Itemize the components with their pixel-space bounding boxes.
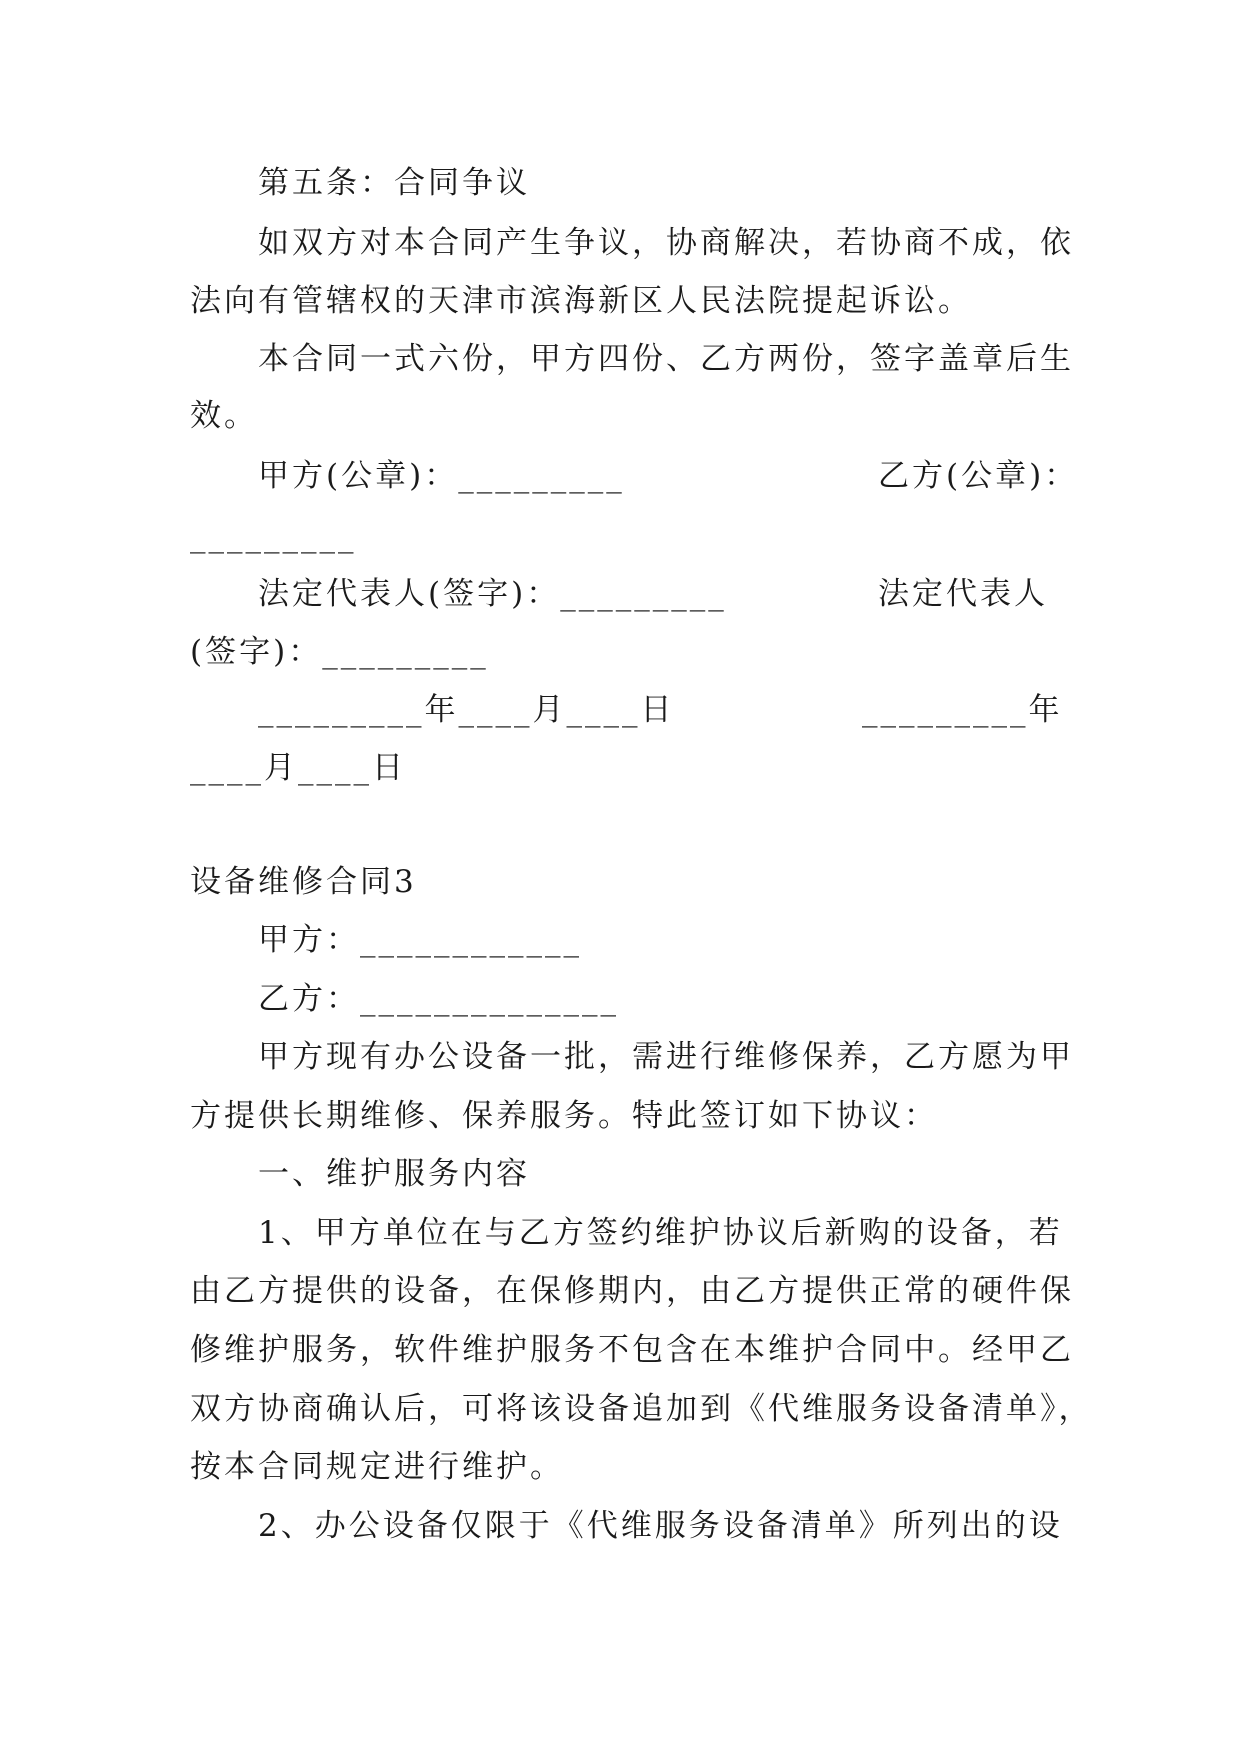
signature-party-b-seal: 乙方(公章)： [878,458,1079,494]
signature-party-a-seal: 甲方(公章)：_________ [258,458,625,494]
section-1-heading: 一、维护服务内容 [258,1156,530,1192]
contract-3-party-b: 乙方：______________ [258,981,619,1017]
signature-party-b-seal-blank: _________ [190,518,357,554]
article5-paragraph-1-line-2: 法向有管辖权的天津市滨海新区人民法院提起诉讼。 [190,283,972,319]
item-1-line-5: 按本合同规定进行维护。 [190,1449,564,1485]
item-2-line-1: 2、办公设备仅限于《代维服务设备清单》所列出的设 [258,1508,1063,1544]
item-1-line-2: 由乙方提供的设备，在保修期内，由乙方提供正常的硬件保 [190,1273,1074,1309]
contract-3-title: 设备维修合同3 [190,864,417,900]
signature-party-a-representative: 法定代表人(签字)：_________ [258,576,727,612]
intro-line-1: 甲方现有办公设备一批，需进行维修保养，乙方愿为甲 [258,1039,1074,1075]
intro-line-2: 方提供长期维修、保养服务。特此签订如下协议： [190,1098,938,1134]
contract-3-party-a: 甲方：____________ [258,922,582,958]
date-party-b: _________年 [862,692,1063,728]
item-1-line-3: 修维护服务，软件维护服务不包含在本维护合同中。经甲乙 [190,1332,1074,1368]
article5-paragraph-1-line-1: 如双方对本合同产生争议，协商解决，若协商不成，依 [258,225,1074,261]
article5-paragraph-2-line-2: 效。 [190,398,258,434]
signature-party-b-representative: 法定代表人 [878,576,1048,612]
date-party-a: _________年____月____日 [258,692,675,728]
item-1-line-1: 1、甲方单位在与乙方签约维护协议后新购的设备，若 [258,1215,1063,1251]
article5-heading: 第五条：合同争议 [258,165,530,201]
article5-paragraph-2-line-1: 本合同一式六份，甲方四份、乙方两份，签字盖章后生 [258,341,1074,377]
item-1-line-4: 双方协商确认后，可将该设备追加到《代维服务设备清单》， [190,1391,1093,1427]
date-party-b-cont: ____月____日 [190,750,406,786]
signature-party-b-representative-cont: (签字)：_________ [190,634,489,670]
